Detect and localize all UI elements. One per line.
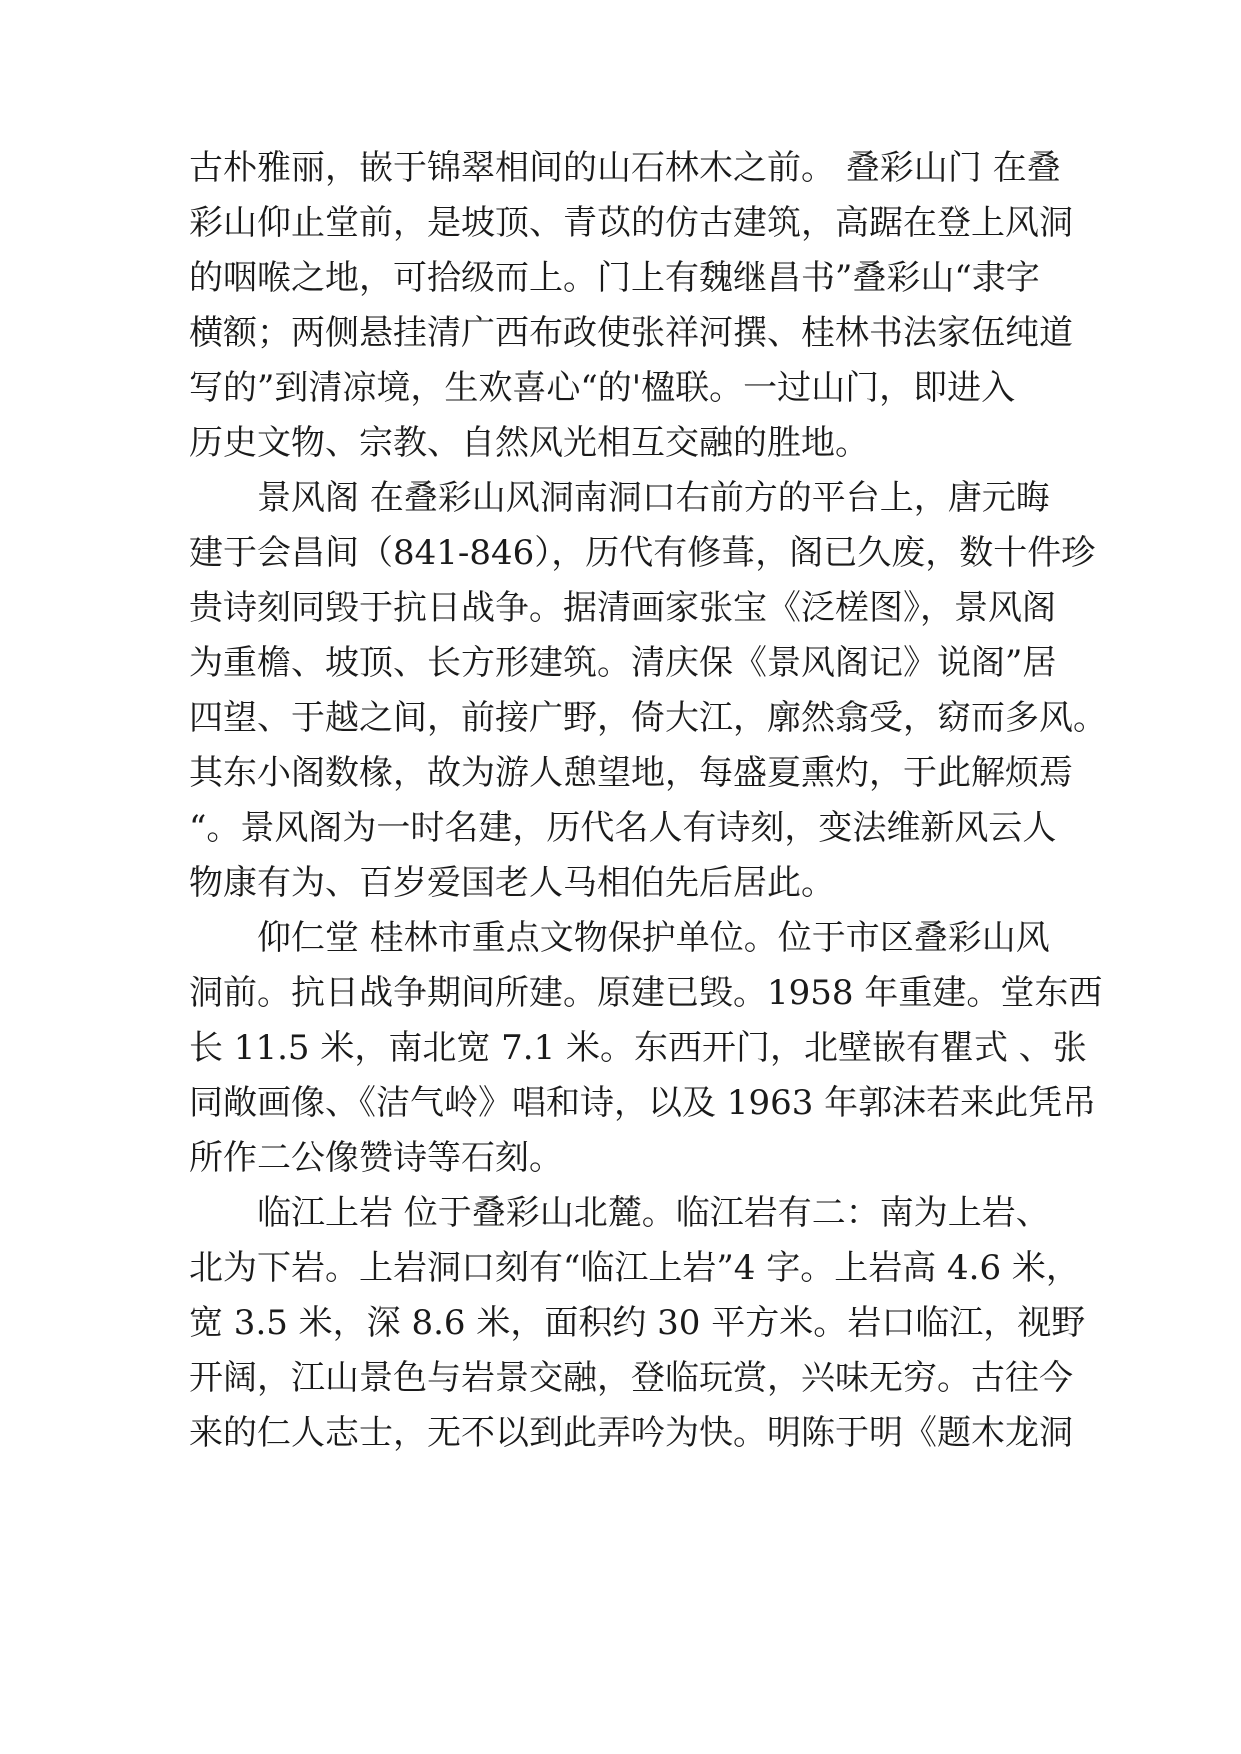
- text-line: 物康有为、百岁爱国老人马相伯先后居此。: [189, 863, 835, 903]
- text-line: 古朴雅丽，嵌于锦翠相间的山石林木之前。 叠彩山门 在叠: [189, 148, 1061, 188]
- text-line: 同敞画像、《洁气岭》唱和诗，以及 1963 年郭沫若来此凭吊: [189, 1083, 1097, 1123]
- text-line: 贵诗刻同毁于抗日战争。据清画家张宝《泛槎图》，景风阁: [189, 588, 1056, 628]
- text-line: 宽 3.5 米，深 8.6 米，面积约 30 平方米。岩口临江，视野: [189, 1303, 1086, 1343]
- text-line: 历史文物、宗教、自然风光相互交融的胜地。: [189, 423, 869, 463]
- text-line: “。景风阁为一时名建，历代名人有诗刻，变法维新风云人: [189, 808, 1057, 848]
- text-line: 彩山仰止堂前，是坡顶、青苡的仿古建筑，高踞在登上风洞: [189, 203, 1073, 243]
- text-line: 四望、于越之间，前接广野，倚大江，廓然翕受，窈而多风。: [189, 698, 1107, 738]
- text-line: 洞前。抗日战争期间所建。原建已毁。1958 年重建。堂东西: [189, 973, 1103, 1013]
- text-line: 景风阁 在叠彩山风洞南洞口右前方的平台上，唐元晦: [257, 478, 1050, 518]
- text-line: 其东小阁数椽，故为游人憩望地，每盛夏熏灼，于此解烦焉: [189, 753, 1073, 793]
- text-line: 写的”到清凉境，生欢喜心“的'楹联。一过山门，即进入: [189, 368, 1016, 408]
- text-line: 来的仁人志士，无不以到此弄吟为快。明陈于明《题木龙洞: [189, 1413, 1073, 1453]
- text-line: 北为下岩。上岩洞口刻有“临江上岩”4 字。上岩高 4.6 米，: [189, 1248, 1080, 1288]
- text-line: 为重檐、坡顶、长方形建筑。清庆保《景风阁记》说阁”居: [189, 643, 1057, 683]
- text-line: 建于会昌间（841-846），历代有修葺，阁已久废，数十件珍: [189, 533, 1096, 573]
- text-line: 的咽喉之地，可拾级而上。门上有魏继昌书”叠彩山“隶字: [189, 258, 1040, 298]
- text-line: 所作二公像赞诗等石刻。: [189, 1138, 563, 1178]
- text-line: 横额；两侧悬挂清广西布政使张祥河撰、桂林书法家伍纯道: [189, 313, 1073, 353]
- text-line: 长 11.5 米，南北宽 7.1 米。东西开门，北壁嵌有瞿式 、张: [189, 1028, 1087, 1068]
- text-line: 开阔，江山景色与岩景交融，登临玩赏，兴味无穷。古往今: [189, 1358, 1073, 1398]
- text-line: 临江上岩 位于叠彩山北麓。临江岩有二：南为上岩、: [257, 1193, 1050, 1233]
- text-line: 仰仁堂 桂林市重点文物保护单位。位于市区叠彩山风: [257, 918, 1050, 958]
